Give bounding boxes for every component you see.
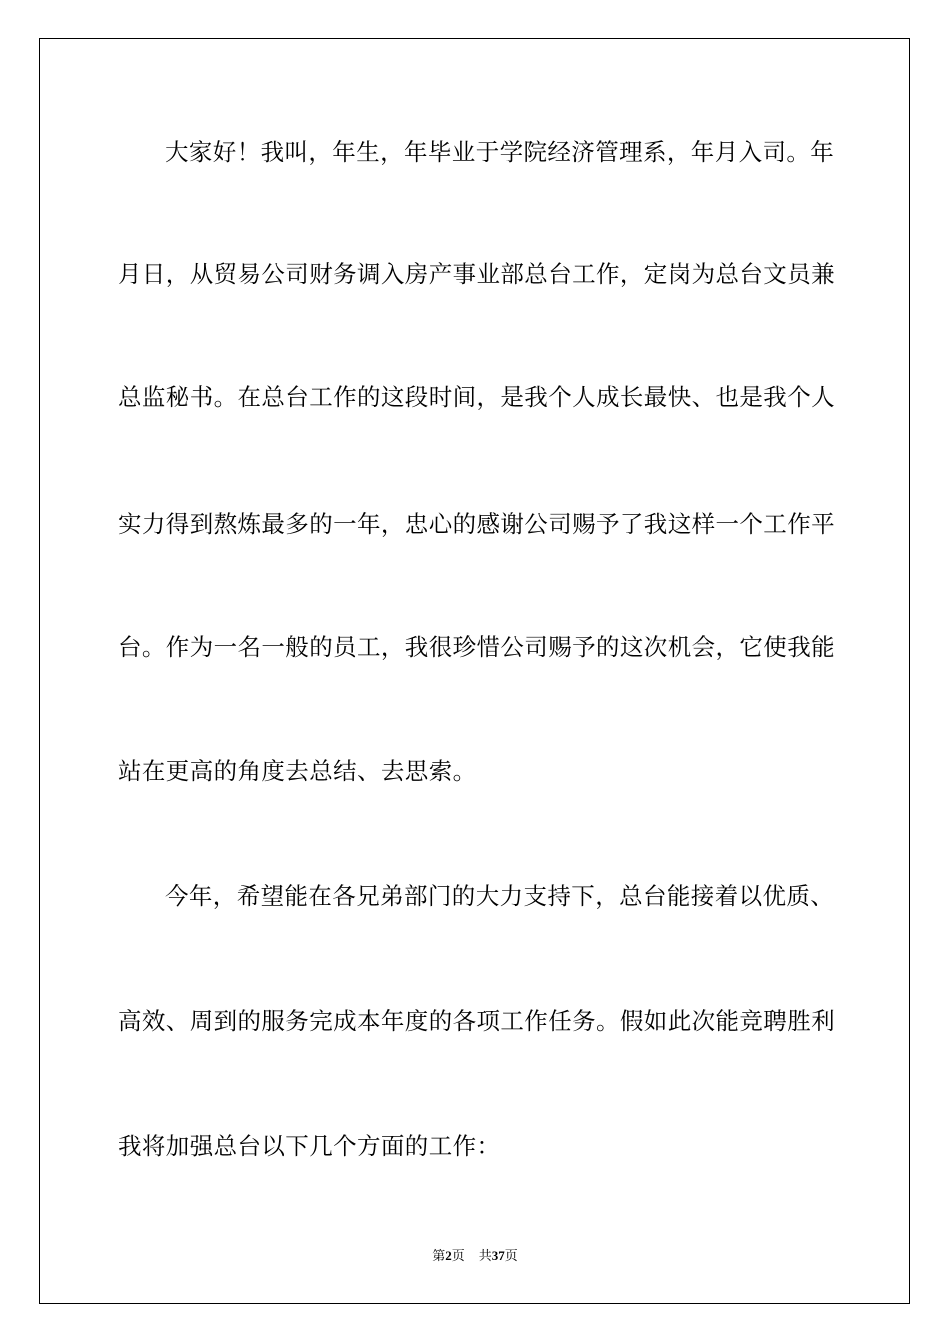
paragraph-1-line-5: 台。作为一名一般的员工，我很珍惜公司赐予的这次机会，它使我能	[118, 633, 835, 661]
footer-page-prefix: 第	[432, 1249, 446, 1264]
paragraph-2-line-3: 我将加强总台以下几个方面的工作：	[118, 1132, 501, 1160]
footer-page-suffix: 页	[451, 1249, 465, 1264]
footer-total-prefix: 共	[478, 1249, 492, 1264]
paragraph-1-line-4: 实力得到熬炼最多的一年，忠心的感谢公司赐予了我这样一个工作平	[118, 510, 835, 538]
paragraph-1-line-1: 大家好！我叫，年生，年毕业于学院经济管理系，年月入司。年	[165, 138, 835, 166]
paragraph-1-line-3: 总监秘书。在总台工作的这段时间，是我个人成长最快、也是我个人	[118, 383, 835, 411]
footer-page-number: 2	[445, 1248, 452, 1263]
paragraph-2-line-1: 今年，希望能在各兄弟部门的大力支持下，总台能接着以优质、	[165, 882, 835, 910]
page-footer	[0, 1247, 950, 1266]
paragraph-1-line-6: 站在更高的角度去总结、去思索。	[118, 757, 477, 785]
footer-total-suffix: 页	[504, 1249, 518, 1264]
footer-total-pages: 37	[491, 1248, 505, 1263]
paragraph-2-line-2: 高效、周到的服务完成本年度的各项工作任务。假如此次能竞聘胜利	[118, 1007, 835, 1035]
page-border	[39, 38, 910, 1304]
paragraph-1-line-2: 月日，从贸易公司财务调入房产事业部总台工作，定岗为总台文员兼	[118, 260, 835, 288]
